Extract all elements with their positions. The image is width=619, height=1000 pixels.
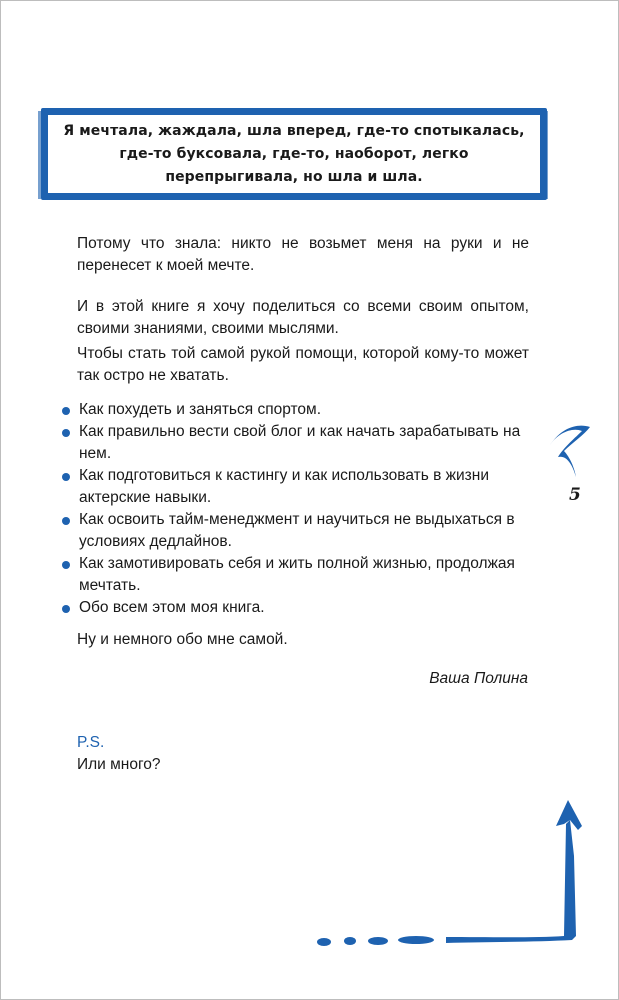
ps-label: P.S. <box>77 734 105 751</box>
paragraph-4 <box>77 629 529 651</box>
paragraph-3-text: Чтобы стать той самой рукой помощи, которой кому-то может так остро не хватать. <box>77 345 529 384</box>
quote-line-2: где-то буксовала, где-то, наоборот, легко <box>119 145 469 162</box>
dotted-arrow-up-icon <box>306 796 596 961</box>
ps-text: Или много? <box>77 756 161 773</box>
signature: Ваша Полина <box>429 670 528 687</box>
list-item: Обо всем этом моя книга. <box>61 597 531 619</box>
list-item: Как подготовиться к кастингу и как использовать в жизни актерские навыки. <box>61 465 531 509</box>
paragraph-1-text: Потому что знала: никто не возьмет меня на руки и не перенесет к моей мечте. <box>77 235 529 274</box>
page-number: 5 <box>569 485 581 505</box>
paragraph-1 <box>77 233 529 277</box>
paragraph-3 <box>77 343 529 387</box>
list-item: Как похудеть и заняться спортом. <box>61 399 531 421</box>
topic-list <box>61 399 531 619</box>
quote-box <box>41 108 547 200</box>
quote-line-1: Я мечтала, жаждала, шла вперед, где-то спотыкалась, <box>63 122 525 139</box>
list-item: Как правильно вести свой блог и как начать зарабатывать на нем. <box>61 421 531 465</box>
quote-line-3: перепрыгивала, но шла и шла. <box>165 168 423 185</box>
paragraph-4-text: Ну и немного обо мне самой. <box>77 631 288 648</box>
paragraph-2 <box>77 296 529 340</box>
list-item: Как освоить тайм-менеджмент и научиться не выдыхаться в условиях дедлайнов. <box>61 509 531 553</box>
quote-text <box>51 120 536 189</box>
list-item: Как замотивировать себя и жить полной жизнью, продолжая мечтать. <box>61 553 531 597</box>
paragraph-2-text: И в этой книге я хочу поделиться со всеми своим опытом, своими знаниями, своими мыслями. <box>77 298 529 337</box>
brush-swoosh-icon <box>546 421 594 488</box>
